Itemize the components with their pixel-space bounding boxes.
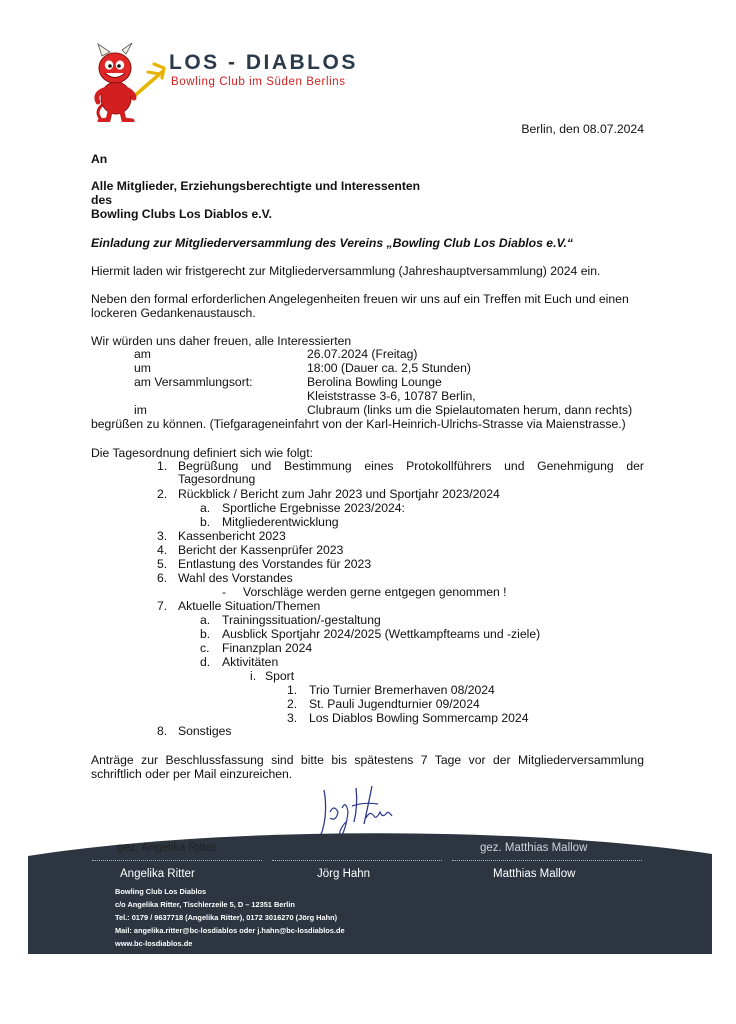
agenda-number: 2. [157, 487, 168, 501]
agenda-roman-numeral: i. [250, 669, 257, 683]
invite-intro: Wir würden uns daher freuen, alle Interessierten [91, 334, 352, 348]
detail-value-date: 26.07.2024 (Freitag) [307, 347, 418, 361]
agenda-item: Entlastung des Vorstandes für 2023 [178, 557, 372, 571]
agenda-number: 1. [157, 459, 168, 473]
agenda-item: Begrüßung und Bestimmung eines Protokollführers und Genehmigung der [178, 459, 644, 473]
agenda-subitem: Sportliche Ergebnisse 2023/2024: [222, 501, 405, 515]
devil-mascot-icon [88, 42, 170, 122]
welcome-line: begrüßen zu können. (Tiefgarageneinfahrt von der Karl-Heinrich-Ulrichs-Strasse via Maienstrasse.) [91, 417, 626, 431]
agenda-sub-letter: c. [200, 641, 210, 655]
signature-line [272, 860, 442, 861]
footer-email: Mail: angelika.ritter@bc-losdiablos oder j.hahn@bc-losdiablos.de [115, 926, 345, 935]
detail-label: am [134, 347, 151, 361]
agenda-item-continued: Tagesordnung [178, 472, 256, 486]
agenda-subitem: Vorschläge werden gerne entgegen genommen ! [243, 585, 507, 599]
signer-name: Matthias Mallow [493, 868, 576, 880]
club-logo-title: LOS - DIABLOS [169, 51, 358, 74]
agenda-item: Aktuelle Situation/Themen [178, 599, 321, 613]
letter-date: Berlin, den 08.07.2024 [521, 122, 644, 136]
intro-paragraph: Hiermit laden wir fristgerecht zur Mitgliederversammlung (Jahreshauptversammlung) 2024 ein. [91, 264, 601, 278]
closing-paragraph-line: schriftlich oder per Mail einzureichen. [91, 767, 293, 781]
closing-paragraph-line: Anträge zur Beschlussfassung sind bitte bis spätestens 7 Tage vor der Mitgliederversammlung [91, 753, 644, 767]
detail-label: am Versammlungsort: [134, 375, 253, 389]
agenda-subitem: Aktivitäten [222, 655, 279, 669]
footer-address: c/o Angelika Ritter, Tischlerzeile 5, D – 12351 Berlin [115, 900, 295, 909]
letter-subject: Einladung zur Mitgliederversammlung des Vereins „Bowling Club Los Diablos e.V.“ [91, 236, 573, 250]
agenda-item: Wahl des Vorstandes [178, 571, 293, 585]
detail-value-room: Clubraum (links um die Spielautomaten herum, dann rechts) [307, 403, 633, 417]
agenda-number: 8. [157, 724, 168, 738]
detail-value-address: Kleiststrasse 3-6, 10787 Berlin, [307, 389, 476, 403]
agenda-item: Bericht der Kassenprüfer 2023 [178, 543, 344, 557]
agenda-subitem: Los Diablos Bowling Sommercamp 2024 [309, 711, 529, 725]
agenda-item: Sonstiges [178, 724, 232, 738]
to-label: An [91, 152, 108, 166]
agenda-item: Kassenbericht 2023 [178, 529, 286, 543]
agenda-sub-letter: b. [200, 627, 211, 641]
footer-club-name: Bowling Club Los Diablos [115, 887, 207, 896]
footer-website: www.bc-losdiablos.de [115, 939, 193, 948]
agenda-sub-number: 1. [287, 683, 298, 697]
recipient-line: des [91, 193, 113, 207]
signature-line [452, 860, 642, 861]
agenda-sub-letter: a. [200, 613, 211, 627]
agenda-subitem: Ausblick Sportjahr 2024/2025 (Wettkampfteams und -ziele) [222, 627, 541, 641]
recipient-line: Alle Mitglieder, Erziehungsberechtigte und Interessenten [91, 179, 421, 193]
agenda-sub-letter: b. [200, 515, 211, 529]
body-paragraph-line: Neben den formal erforderlichen Angelegenheiten freuen wir uns auf ein Treffen mit Euch und einen [91, 292, 629, 306]
gez-signature-right: gez. Matthias Mallow [480, 842, 588, 854]
agenda-sub-letter: d. [200, 655, 211, 669]
footer-phone: Tel.: 0179 / 9637718 (Angelika Ritter), 0172 3016270 (Jörg Hahn) [115, 913, 338, 922]
agenda-subitem: Mitgliederentwicklung [222, 515, 339, 529]
agenda-bullet-dash: - [222, 585, 227, 599]
agenda-sub-number: 2. [287, 697, 298, 711]
agenda-item: Rückblick / Bericht zum Jahr 2023 und Sportjahr 2023/2024 [178, 487, 500, 501]
agenda-subitem: Sport [265, 669, 295, 683]
agenda-subitem: Trainingssituation/-gestaltung [222, 613, 381, 627]
agenda-subitem: Trio Turnier Bremerhaven 08/2024 [309, 683, 495, 697]
body-paragraph-line: lockeren Gedankenaustausch. [91, 306, 256, 320]
agenda-number: 6. [157, 571, 168, 585]
agenda-number: 7. [157, 599, 168, 613]
agenda-number: 3. [157, 529, 168, 543]
detail-value-venue: Berolina Bowling Lounge [307, 375, 442, 389]
club-logo-subtitle: Bowling Club im Süden Berlins [171, 76, 346, 88]
agenda-number: 5. [157, 557, 168, 571]
agenda-subitem: St. Pauli Jugendturnier 09/2024 [309, 697, 480, 711]
detail-value-time: 18:00 (Dauer ca. 2,5 Stunden) [307, 361, 471, 375]
detail-label: im [134, 403, 147, 417]
signature-line [92, 860, 262, 861]
gez-signature-left: gez. Angelika Ritter [117, 842, 217, 854]
signer-name: Jörg Hahn [317, 868, 371, 880]
footer-band [0, 828, 736, 958]
agenda-sub-number: 3. [287, 711, 298, 725]
agenda-subitem: Finanzplan 2024 [222, 641, 313, 655]
signer-name: Angelika Ritter [120, 868, 195, 880]
recipient-line: Bowling Clubs Los Diablos e.V. [91, 207, 273, 221]
agenda-number: 4. [157, 543, 168, 557]
detail-label: um [134, 361, 151, 375]
agenda-sub-letter: a. [200, 501, 211, 515]
agenda-intro: Die Tagesordnung definiert sich wie folgt: [91, 446, 313, 460]
